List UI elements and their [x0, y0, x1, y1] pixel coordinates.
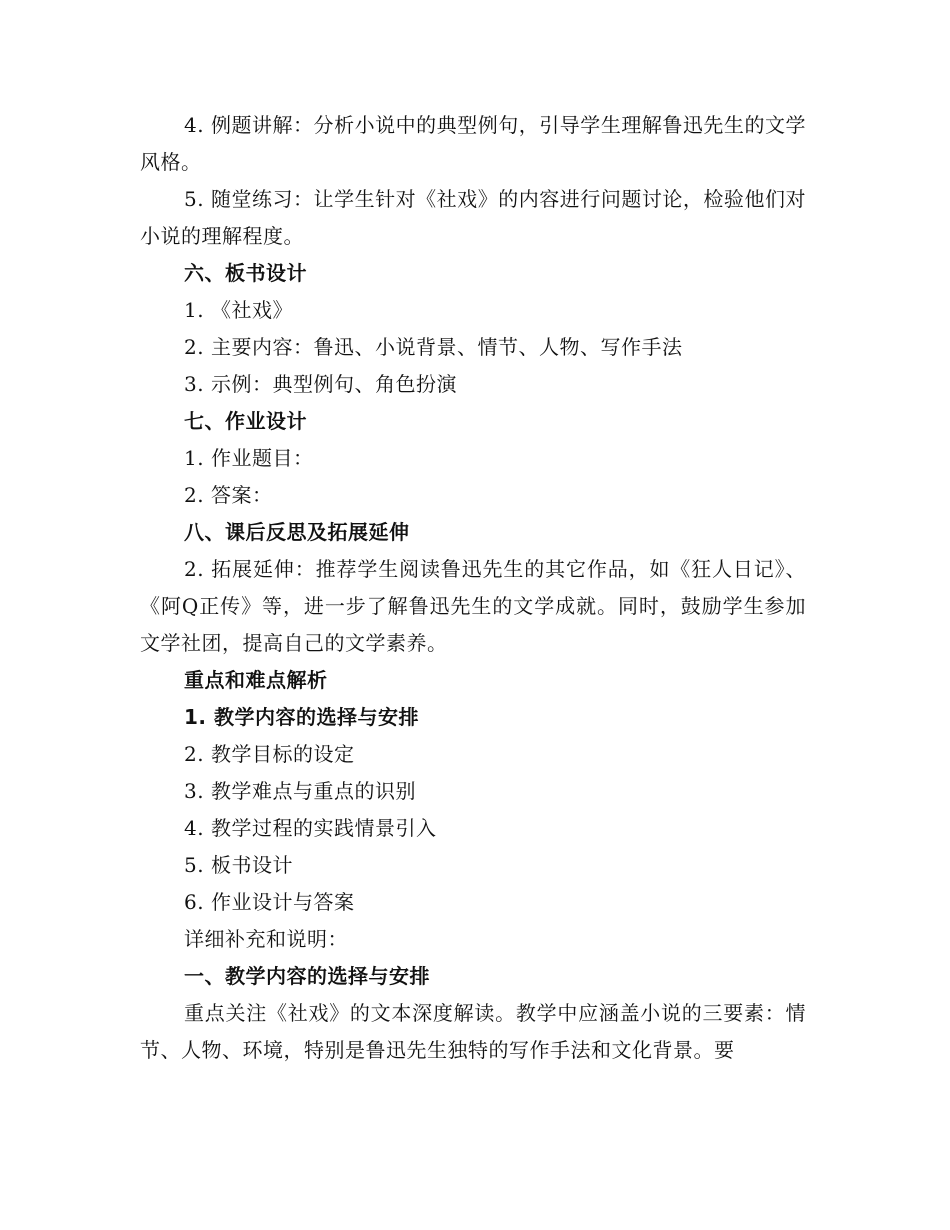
list-item-key-4: 4. 教学过程的实践情景引入 — [184, 816, 437, 840]
heading-board-design: 六、板书设计 — [184, 261, 307, 285]
document-body — [140, 107, 806, 1069]
list-item-board-2: 2. 主要内容：鲁迅、小说背景、情节、人物、写作手法 — [184, 335, 683, 359]
list-item-key-5: 5. 板书设计 — [184, 853, 293, 877]
heading-homework-design: 七、作业设计 — [184, 409, 307, 433]
list-item-key-6: 6. 作业设计与答案 — [184, 890, 355, 914]
paragraph-details-label: 详细补充和说明： — [184, 927, 348, 951]
list-item-homework-2: 2. 答案： — [184, 483, 273, 507]
heading-content-selection: 一、教学内容的选择与安排 — [184, 964, 430, 988]
list-item-board-1: 1. 《社戏》 — [184, 298, 293, 322]
paragraph-example-explanation: 4. 例题讲解：分析小说中的典型例句，引导学生理解鲁迅先生的文学风格。 — [140, 113, 806, 174]
paragraph-classroom-practice: 5. 随堂练习：让学生针对《社戏》的内容进行问题讨论，检验他们对小说的理解程度。 — [140, 187, 806, 248]
list-item-board-3: 3. 示例：典型例句、角色扮演 — [184, 372, 457, 396]
paragraph-extension: 2. 拓展延伸：推荐学生阅读鲁迅先生的其它作品，如《狂人日记》、《阿Q正传》等，进一步了解鲁迅先生的文学成就。同时，鼓励学生参加文学社团，提高自己的文学素养。 — [140, 557, 806, 655]
paragraph-content-selection-body: 重点关注《社戏》的文本深度解读。教学中应涵盖小说的三要素：情节、人物、环境，特别是鲁迅先生独特的写作手法和文化背景。要 — [140, 1001, 806, 1062]
list-item-key-2: 2. 教学目标的设定 — [184, 742, 355, 766]
heading-reflection-extension: 八、课后反思及拓展延伸 — [184, 520, 410, 544]
list-item-homework-1: 1. 作业题目： — [184, 446, 314, 470]
heading-key-difficult-points: 重点和难点解析 — [184, 668, 328, 692]
list-item-key-3: 3. 教学难点与重点的识别 — [184, 779, 416, 803]
list-item-key-1: 1. 教学内容的选择与安排 — [184, 705, 419, 729]
